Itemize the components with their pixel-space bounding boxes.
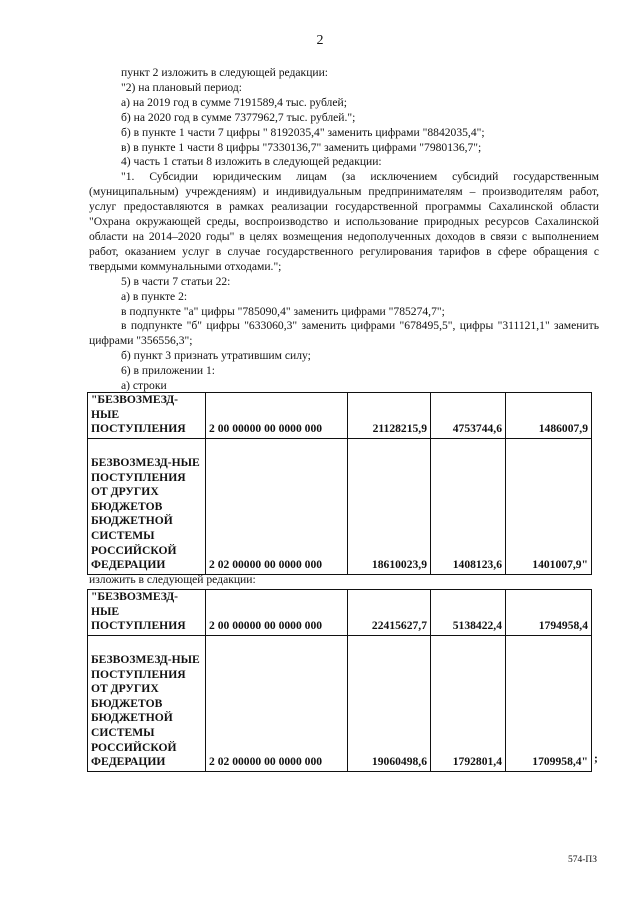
table-cell-code: 2 00 00000 00 0000 000 [206, 590, 348, 636]
paragraph: пункт 2 изложить в следующей редакции: [121, 66, 329, 79]
page-number: 2 [316, 33, 324, 48]
paragraph: 6) в приложении 1: [121, 364, 215, 378]
table-cell-value: 1709958,4" [506, 635, 592, 771]
paragraph: а) строки [121, 379, 167, 393]
paragraph: а) в пункте 2: [121, 289, 188, 303]
table-row [88, 635, 592, 771]
body-text [89, 66, 599, 394]
paragraph: б) в пункте 1 части 7 цифры " 8192035,4" заменить цифрами "8842035,4"; [121, 125, 485, 139]
budget-table-new [87, 589, 592, 772]
document-code: 574-ПЗ [567, 855, 597, 865]
table-cell-name: "БЕЗВОЗМЕЗД-НЫЕ ПОСТУПЛЕНИЯ [88, 393, 206, 439]
table-cell-value: 18610023,9 [348, 438, 431, 574]
table-row [88, 438, 592, 574]
table-cell-value: 1401007,9" [506, 438, 592, 574]
table-cell-name: БЕЗВОЗМЕЗД-НЫЕ ПОСТУПЛЕНИЯ ОТ ДРУГИХ БЮДЖЕТОВ БЮДЖЕТНОЙ СИСТЕМЫ РОССИЙСКОЙ ФЕДЕРАЦИИ [88, 635, 206, 771]
table-cell-value: 1408123,6 [431, 438, 506, 574]
table-cell-name: БЕЗВОЗМЕЗД-НЫЕ ПОСТУПЛЕНИЯ ОТ ДРУГИХ БЮДЖЕТОВ БЮДЖЕТНОЙ СИСТЕМЫ РОССИЙСКОЙ ФЕДЕРАЦИИ [88, 438, 206, 574]
table-row [88, 393, 592, 439]
table-row [88, 590, 592, 636]
closing-punctuation: ; [594, 752, 598, 765]
table-cell-code: 2 02 00000 00 0000 000 [206, 635, 348, 771]
table-cell-code: 2 00 00000 00 0000 000 [206, 393, 348, 439]
table-cell-value: 22415627,7 [348, 590, 431, 636]
table-cell-code: 2 02 00000 00 0000 000 [206, 438, 348, 574]
paragraph: "2) на плановый период: [121, 80, 242, 94]
paragraph: б) на 2020 год в сумме 7377962,7 тыс. рублей."; [121, 110, 356, 124]
table-cell-value: 4753744,6 [431, 393, 506, 439]
table-cell-value: 1792801,4 [431, 635, 506, 771]
table-cell-value: 21128215,9 [348, 393, 431, 439]
between-text: изложить в следующей редакции: [89, 573, 256, 586]
paragraph: в подпункте "а" цифры "785090,4" заменить цифрами "785274,7"; [121, 304, 445, 318]
paragraph: б) пункт 3 признать утратившим силу; [121, 349, 311, 363]
table-cell-value: 19060498,6 [348, 635, 431, 771]
table-cell-value: 5138422,4 [431, 590, 506, 636]
paragraph: "1. Субсидии юридическим лицам (за исключением субсидий государственным (муниципальным) учреждениям) и индивидуальным предпринимателям – производителям работ, услуг предоставляются в рамках реализации государственной программы Сахалинской области "Охрана окружающей среды, воспроизводство и использование природных ресурсов Сахалинской области на 2014–2020 годы" в целях возмещения недополученных доходов в связи с выполнением работ, оказанием услуг в случае государственного регулирования тарифов в сфере обращения с твердыми коммунальными отходами."; [89, 170, 599, 273]
table-cell-value: 1486007,9 [506, 393, 592, 439]
budget-table-old [87, 392, 592, 575]
table-cell-name: "БЕЗВОЗМЕЗД-НЫЕ ПОСТУПЛЕНИЯ [88, 590, 206, 636]
paragraph: а) на 2019 год в сумме 7191589,4 тыс. рублей; [121, 95, 347, 109]
paragraph: 4) часть 1 статьи 8 изложить в следующей редакции: [121, 155, 382, 169]
table-cell-value: 1794958,4 [506, 590, 592, 636]
paragraph: в) в пункте 1 части 8 цифры "7330136,7" заменить цифрами "7980136,7"; [121, 140, 482, 154]
paragraph: 5) в части 7 статьи 22: [121, 274, 231, 288]
paragraph: в подпункте "б" цифры "633060,3" заменить цифрами "678495,5", цифры "311121,1" заменить цифрами "356556,3"; [89, 319, 599, 348]
